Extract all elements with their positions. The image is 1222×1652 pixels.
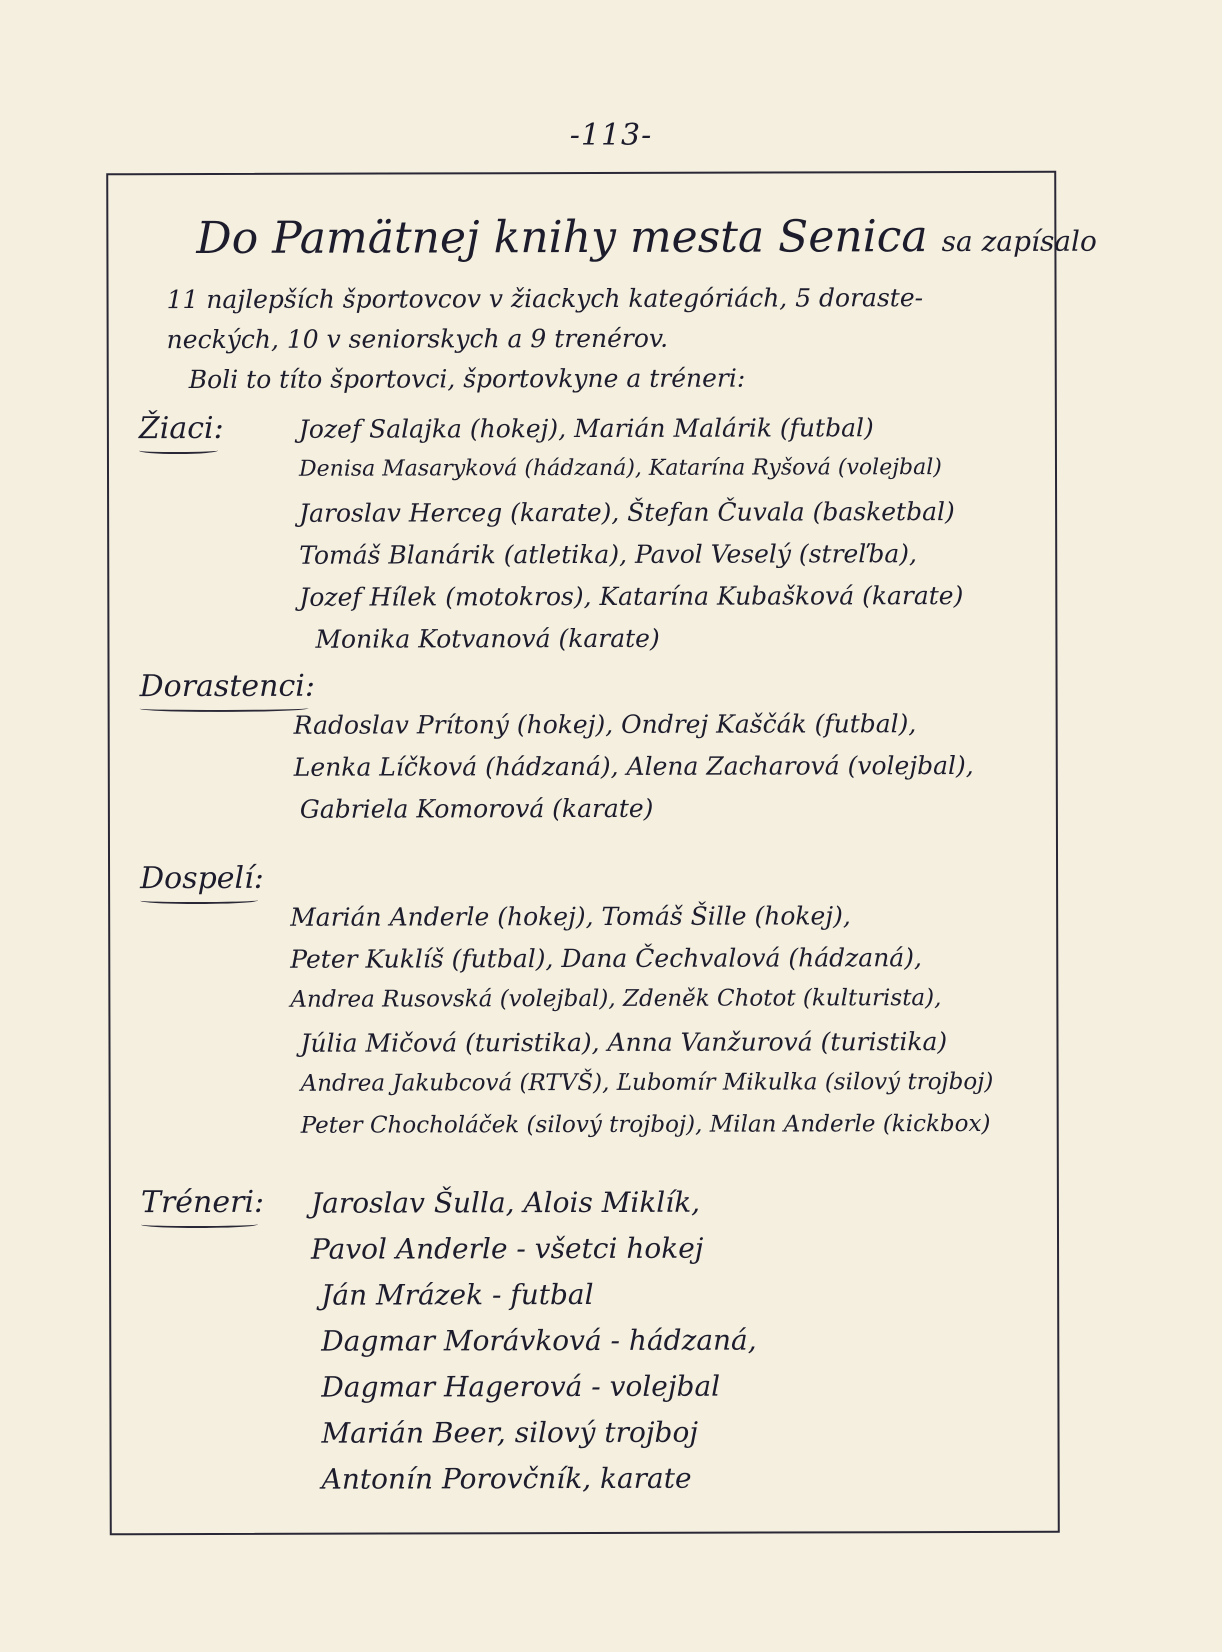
section-label-ziaci: Žiaci:: [138, 410, 224, 447]
title-line: [196, 211, 1097, 264]
list-item: Antonín Porovčník, karate: [321, 1461, 692, 1496]
list-item: Jozef Salajka (hokej), Marián Malárik (futbal): [298, 413, 874, 444]
list-item: Gabriela Komorová (karate): [299, 793, 654, 824]
section-label-dorastenci: Dorastenci:: [139, 668, 315, 705]
title-rest: sa zapísalo: [941, 224, 1097, 259]
list-item: Peter Chocholáček (silový trojboj), Milan Anderle (kickbox): [300, 1110, 991, 1139]
section-label-dospeli: Dospelí:: [140, 860, 264, 897]
list-item: Ján Mrázek - futbal: [321, 1277, 594, 1312]
title-main: Do Pamätnej knihy mesta Senica: [196, 211, 928, 265]
list-item: Jaroslav Šulla, Alois Miklík,: [310, 1185, 701, 1220]
list-item: Marián Beer, silový trojboj: [321, 1415, 699, 1450]
list-item: Andrea Jakubcová (RTVŠ), Ľubomír Mikulka (silový trojboj): [300, 1068, 994, 1097]
list-item: Dagmar Morávková - hádzaná,: [321, 1323, 757, 1358]
list-item: Marián Anderle (hokej), Tomáš Šille (hokej),: [290, 901, 851, 932]
document-frame: [106, 171, 1097, 1535]
intro-line-1: 11 najlepších športovcov v žiackych kategóriách, 5 doraste-: [166, 283, 924, 315]
list-item: Jozef Hílek (motokros), Katarína Kubašková (karate): [299, 581, 964, 612]
list-item: Pavol Anderle - všetci hokej: [310, 1231, 704, 1266]
list-item: Jaroslav Herceg (karate), Štefan Čuvala (basketbal): [299, 497, 955, 528]
list-item: Peter Kuklíš (futbal), Dana Čechvalová (hádzaná),: [290, 943, 922, 974]
show-through-margin-note-3: [1085, 1140, 1175, 1250]
show-through-margin-note-2: [1068, 800, 1188, 1000]
list-item: Denisa Masaryková (hádzaná), Katarína Ryšová (volejbal): [298, 455, 942, 482]
list-item: Andrea Rusovská (volejbal), Zdeněk Chotot (kulturista),: [290, 985, 942, 1013]
list-item: Monika Kotvanová (karate): [315, 623, 660, 654]
list-item: Lenka Líčková (hádzaná), Alena Zacharová (volejbal),: [293, 750, 974, 782]
list-item: Tomáš Blanárik (atletika), Pavol Veselý (streľba),: [299, 539, 917, 570]
section-label-treneri: Tréneri:: [140, 1184, 265, 1221]
list-item: Júlia Mičová (turistika), Anna Vanžurová (turistika): [300, 1027, 948, 1058]
page-number: -113-: [569, 118, 653, 153]
intro-line-2: neckých, 10 v seniorskych a 9 trenérov.: [166, 323, 669, 355]
intro-line-3: Boli to títo športovci, športovkyne a tréneri:: [188, 363, 746, 395]
show-through-margin-note-1: [1075, 470, 1185, 590]
list-item: Radoslav Prítoný (hokej), Ondrej Kaščák (futbal),: [293, 709, 917, 740]
list-item: Dagmar Hagerová - volejbal: [321, 1369, 721, 1404]
